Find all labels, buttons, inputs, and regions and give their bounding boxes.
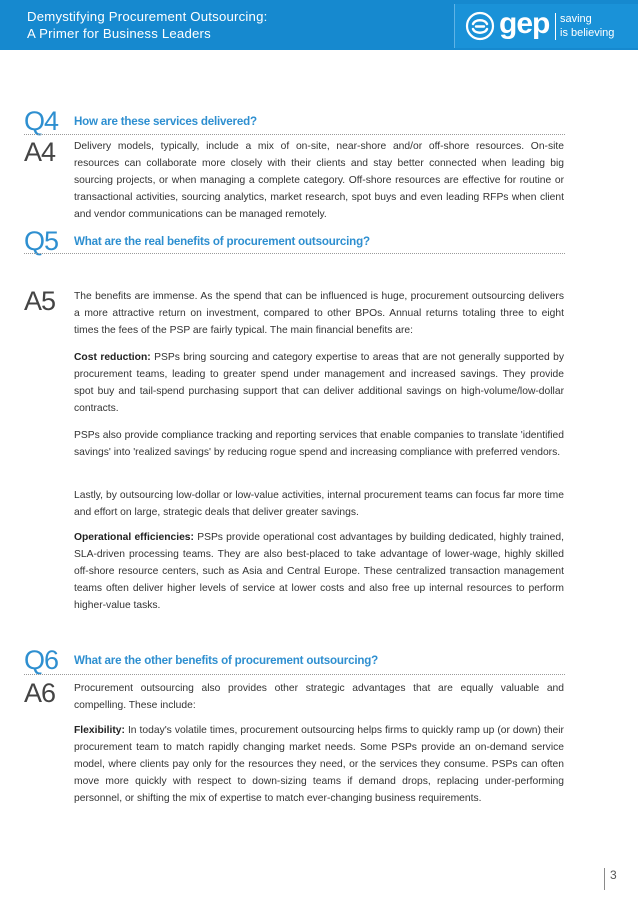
dotted-divider — [24, 674, 565, 675]
answer-label: A6 — [24, 678, 56, 708]
gep-logo — [454, 4, 638, 48]
title-line-2: A Primer for Business Leaders — [27, 26, 211, 41]
tagline-line-2: is believing — [560, 27, 615, 39]
dotted-divider — [24, 134, 565, 135]
answer-paragraph — [74, 529, 564, 614]
answer-label: A4 — [24, 137, 56, 167]
operational-efficiencies-text: PSPs provide operational cost advantages by building dedicated, highly trained, SLA-driven processing teams. They are also best-placed to take advantage of lower-wage, highly skilled off-shore resource centers, such as Asia and Central Europe. These centralized transaction management teams often deliver higher levels of service at lower costs and also free up internal resources to perform higher-value tasks. — [74, 532, 564, 611]
answer-paragraph — [74, 349, 564, 417]
flexibility-text: In today's volatile times, procurement outsourcing helps firms to quickly ramp up (or down) their procurement team to match rapidly changing market needs. Some PSPs provide an on-demand service model, where clients pay only for the resources they need, or the services they consume. PSPs can often move more quickly with respect to down-sizing teams if demand drops, replacing under-performing personnel, or shifting the mix of expertise to match ever-changing business requirements. — [74, 725, 564, 804]
question-label: Q4 — [24, 106, 59, 136]
title-line-1: Demystifying Procurement Outsourcing: — [27, 9, 268, 24]
logo-wordmark: gep — [499, 7, 550, 40]
logo-tagline — [560, 12, 614, 40]
page-header — [0, 0, 638, 50]
answer-label: A5 — [24, 286, 56, 316]
answer-paragraph: Procurement outsourcing also provides other strategic advantages that are equally valuable and compelling. These include: — [74, 683, 564, 711]
lead-flexibility: Flexibility: — [74, 725, 125, 736]
gep-swirl-icon — [465, 11, 495, 41]
tagline-line-1: saving — [560, 13, 592, 25]
document-title — [27, 8, 447, 42]
answer-paragraph — [74, 722, 564, 807]
answer-paragraph: PSPs also provide compliance tracking and reporting services that enable companies to translate 'identified savings' into 'realized savings' by reducing rogue spend and increasing compliance with preferred vendors. — [74, 430, 564, 458]
page-number-divider — [604, 868, 605, 890]
question-heading: How are these services delivered? — [74, 115, 257, 128]
cost-reduction-text: PSPs bring sourcing and category expertise to areas that are not generally supported by procurement teams, leading to greater spend under management and increased savings. They provide spot buy and tail-spend purchasing support that can deliver additional savings on high-volume/low-dollar contracts. — [74, 352, 564, 414]
question-label: Q5 — [24, 226, 59, 256]
lead-operational-efficiencies: Operational efficiencies: — [74, 532, 194, 543]
question-label: Q6 — [24, 645, 59, 675]
answer-paragraph: Delivery models, typically, include a mix of on-site, near-shore and/or off-shore resources. On-site resources can collaborate more closely with their clients and stay better connected when leading big sourcing projects, or when managing a complete category. Off-shore resources are effective for routine or transactional activities, sourcing analytics, market research, spot buys and even leading RFPs when client and vendor communications can be managed remotely. — [74, 141, 564, 220]
question-heading: What are the other benefits of procurement outsourcing? — [74, 654, 378, 667]
logo-divider — [555, 13, 556, 40]
answer-paragraph: Lastly, by outsourcing low-dollar or low-value activities, internal procurement teams can focus far more time and effort on large, strategic deals that deliver greater savings. — [74, 490, 564, 518]
lead-cost-reduction: Cost reduction: — [74, 352, 151, 363]
answer-paragraph: The benefits are immense. As the spend that can be influenced is huge, procurement outsourcing delivers a more attractive return on investment, compared to other BPOs. Annual returns totaling three to eight times the fees of the PSP are fairly typical. The main financial benefits are: — [74, 291, 564, 336]
dotted-divider — [24, 253, 565, 254]
question-heading: What are the real benefits of procurement outsourcing? — [74, 235, 370, 248]
page-number: 3 — [610, 868, 617, 882]
